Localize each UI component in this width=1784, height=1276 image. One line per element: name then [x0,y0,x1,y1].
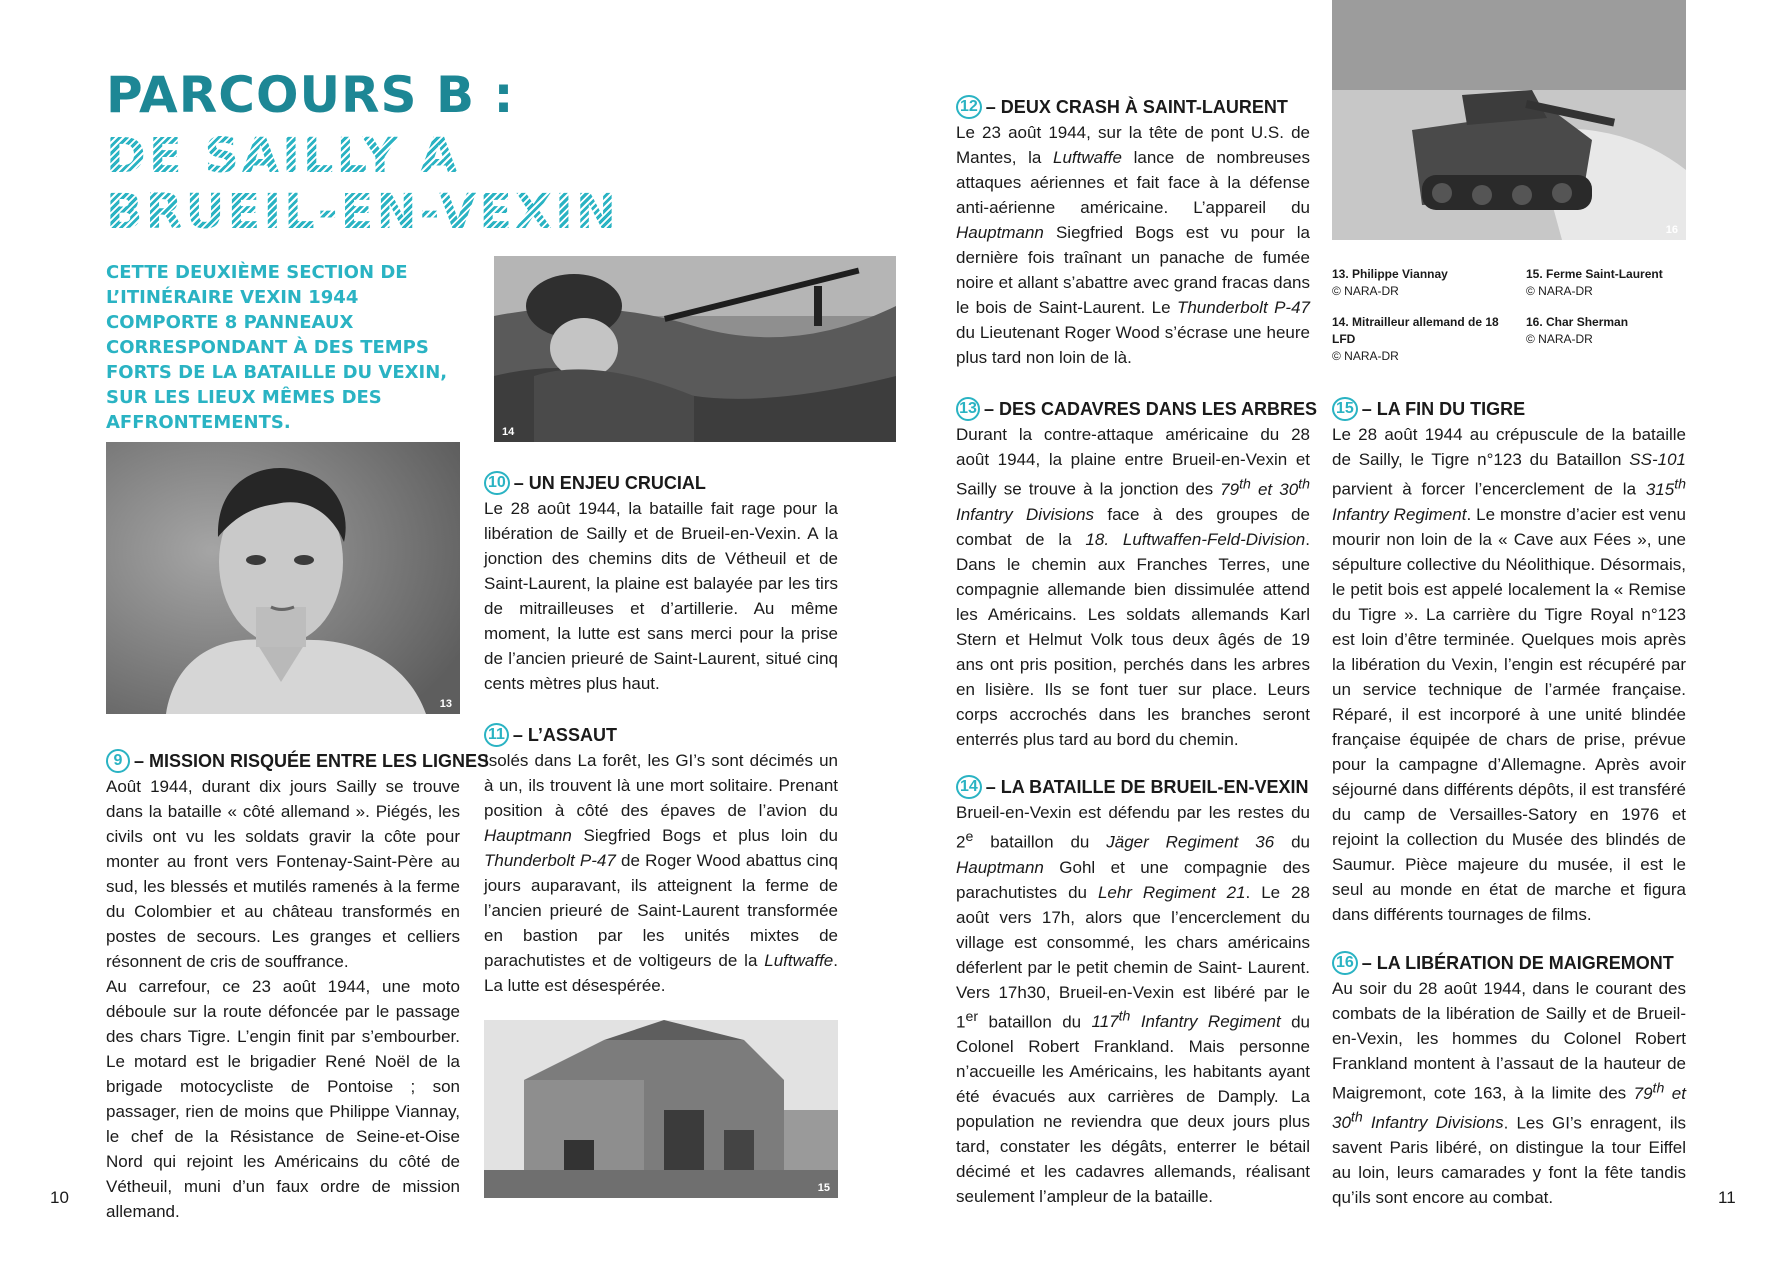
section-12 [956,94,1310,370]
section-16 [1332,950,1686,1210]
section-paragraph: Le 28 août 1944, la bataille fait rage pour la libération de Sailly et de Brueil-en-Vexin. A la jonction des chemins dits de Vétheuil et de Saint-Laurent, la plaine est balayée par les tirs de mitrailleuses et d’artillerie. Au même moment, la lutte est sans merci pour la prise de l’ancien prieuré de Saint-Laurent, situé cinq cents mètres plus haut. [484,499,838,693]
section-title: – DES CADAVRES DANS LES ARBRES [984,399,1318,419]
farm-building-image [484,1020,838,1198]
section-11 [484,722,838,998]
section-heading [484,470,838,496]
section-paragraph: Le 23 août 1944, sur la tête de pont U.S. de Mantes, la Luftwaffe lance de nombreuses attaques aériennes et fait face à la défense anti-aérienne américaine. L’appareil du Hauptmann Siegfried Bogs est vu pour la dernière fois traînant un panache de fumée noire et allant s’abattre avec grand fracas dans le bois de Saint-Laurent. Le Thunderbolt P-47 du Lieutenant Roger Wood s’écrase une heure plus tard non loin de là. [956,123,1310,367]
caption-credit: © NARA-DR [1526,332,1593,346]
photo-number: 13 [439,698,452,710]
section-heading [484,722,838,748]
section-title: – UN ENJEU CRUCIAL [513,473,706,493]
photo-number: 14 [502,426,515,438]
page-number-right: 11 [1718,1188,1736,1207]
photo-ferme-saint-laurent [484,1020,838,1198]
caption-title: 16. Char Sherman [1526,315,1629,329]
section-paragraph: Au carrefour, ce 23 août 1944, une moto déboule sur la route défoncée par le passage des chars Tigre. L’engin finit par s’embourber. Le motard est le brigadier René Noël de la brigade motocycliste de Pontoise ; son passager, rien de moins que Philippe Viannay, le chef de la Résistance de Seine-et-Oise Nord qui rejoint les Américains du côté de Vétheuil, muni d’un faux ordre de mission allemand. [106,977,460,1221]
section-heading [956,94,1310,120]
section-number: 11 [484,723,509,747]
section-number: 16 [1332,951,1358,975]
section-paragraph: Au soir du 28 août 1944, dans le courant des combats de la libération de Sailly et de Brueil-en-Vexin, les hommes du Colonel Robert Frankland montent à l’assaut de la hauteur de Maigremont, cote 163, à la limite des 79th et 30th Infantry Divisions. Les GI’s enragent, ils savent Paris libéré, on distingue la tour Eiffel au loin, leurs camarades y font la fête tandis qu’ils sont encore au combat. [1332,979,1686,1208]
caption-title: 13. Philippe Viannay [1332,267,1448,281]
section-title: – L’ASSAUT [512,725,617,745]
photo-char-sherman [1332,0,1686,240]
caption-15 [1526,266,1706,300]
section-paragraph: Durant la contre-attaque américaine du 28 août 1944, la plaine entre Brueil-en-Vexin et Sailly se trouve à la jonction des 79th et 30th Infantry Divisions face à des groupes de combat de la 18. Luftwaffen-Feld-Division. Dans le chemin aux Franches Terres, une compagnie allemande bien dissimulée attend les Américains. Les soldats allemands Karl Stern et Helmut Volk tous deux âgés de 19 ans ont pris position, perchés dans les arbres en lisière. Ils se font tuer sur place. Leurs corps accrochés dans les branches seront enterrés plus tard au bord du chemin. [956,425,1310,749]
caption-title: 14. Mitrailleur allemand de 18 LFD [1332,315,1499,346]
section-15 [1332,396,1686,927]
section-13 [956,396,1318,752]
section-paragraph: Août 1944, durant dix jours Sailly se trouve dans la bataille « côté allemand ». Piégés, les civils ont vu les soldats gravir la côte pour monter au front vers Fontenay-Saint-Père au sud, les blessés et mutilés ramenés à la ferme du Colombier et au château transformés en postes de secours. Les granges et celliers résonnent de cris de souffrance. [106,777,460,971]
intro-text: CETTE DEUXIÈME SECTION DE L’ITINÉRAIRE VEXIN 1944 COMPORTE 8 PANNEAUX CORRESPONDANT À DES TEMPS FORTS DE LA BATAILLE DU VEXIN, SUR LES LIEUX MÊMES DES AFFRONTEMENTS. [106,262,448,433]
page-number-left: 10 [50,1188,69,1207]
caption-title: 15. Ferme Saint-Laurent [1526,267,1663,281]
caption-credit: © NARA-DR [1332,284,1399,298]
caption-13 [1332,266,1512,300]
portrait-image [106,442,460,714]
section-9 [106,748,490,1224]
section-14 [956,774,1310,1209]
section-title: – LA FIN DU TIGRE [1361,399,1526,419]
section-heading [956,396,1318,422]
section-title: – DEUX CRASH À SAINT-LAURENT [985,97,1288,117]
section-title: – MISSION RISQUÉE ENTRE LES LIGNES [134,751,490,771]
section-paragraph: Le 28 août 1944 au crépuscule de la bataille de Sailly, le Tigre n°123 du Bataillon SS-101 parvient à forcer l’encerclement de la 315th Infantry Regiment. Le monstre d’acier est venu mourir non loin de la « Cave aux Fées », une sépulture collective du Néolithique. Désormais, le petit bois est appelé localement la « Remise du Tigre ». La carrière du Tigre Royal n°123 est loin d’être terminée. Quelques mois après la libération du Vexin, l’engin est récupéré par un service technique de l’armée française. Réparé, il est incorporé à une unité blindée française équipée de chars de prise, prévue pour la campagne d’Allemagne. Après avoir séjourné dans différents dépôts, il est transféré du camp de Versailles-Satory en 1976 et rejoint la collection du Musée des blindés de Saumur. Pièce majeure du musée, il est le seul au monde en état de marche et figura dans différents tournages de films. [1332,425,1686,924]
caption-14 [1332,314,1512,365]
section-heading [956,774,1310,800]
section-heading [106,748,490,774]
photo-philippe-viannay [106,442,460,714]
section-heading [1332,950,1686,976]
caption-16 [1526,314,1706,348]
page-title: PARCOURS B : [106,66,515,124]
caption-credit: © NARA-DR [1526,284,1593,298]
machine-gunner-image [494,256,896,442]
section-title: – LA BATAILLE DE BRUEIL-EN-VEXIN [985,777,1309,797]
page-title-striped-line2: BRUEIL-EN-VEXIN [106,184,620,240]
section-title: – LA LIBÉRATION DE MAIGREMONT [1361,953,1674,973]
section-number: 14 [956,775,982,799]
section-paragraph: Brueil-en-Vexin est défendu par les restes du 2e bataillon du Jäger Regiment 36 du Hauptmann Gohl et une compagnie des parachutistes du Lehr Regiment 21. Le 28 août vers 17h, alors que l’encerclement du village est consommé, les chars américains déferlent par le petit chemin de Saint- Laurent. Vers 17h30, Brueil-en-Vexin est libéré par le 1er bataillon du 117th Infantry Regiment du Colonel Robert Frankland. Mais personne n’accueille les Américains, les habitants ayant été évacués aux carrières de Damply. La population ne reviendra que deux jours plus tard, constater les dégâts, enterrer le bétail décimé et les cadavres allemands, réalisant seulement l’ampleur de la bataille. [956,803,1310,1207]
section-number: 9 [106,749,130,773]
sherman-tank-image [1332,0,1686,240]
section-heading [1332,396,1686,422]
page-title-striped-line1: DE SAILLY A [106,128,461,184]
section-number: 12 [956,95,982,119]
section-number: 10 [484,471,510,495]
section-number: 15 [1332,397,1358,421]
photo-number: 16 [1665,224,1678,236]
photo-mitrailleur [494,256,896,442]
photo-number: 15 [817,1182,830,1194]
caption-credit: © NARA-DR [1332,349,1399,363]
section-paragraph: Isolés dans La forêt, les GI’s sont décimés un à un, ils trouvent là une mort solitaire. Prenant position à côté des épaves de l’avion du Hauptmann Siegfried Bogs et plus loin du Thunderbolt P-47 de Roger Wood abattus cinq jours auparavant, ils atteignent la ferme de l’ancien prieuré de Saint-Laurent transformée en bastion par les unités mixtes de parachutistes et de voltigeurs de la Luftwaffe. La lutte est désespérée. [484,751,838,995]
section-10 [484,470,838,696]
section-number: 13 [956,397,980,421]
